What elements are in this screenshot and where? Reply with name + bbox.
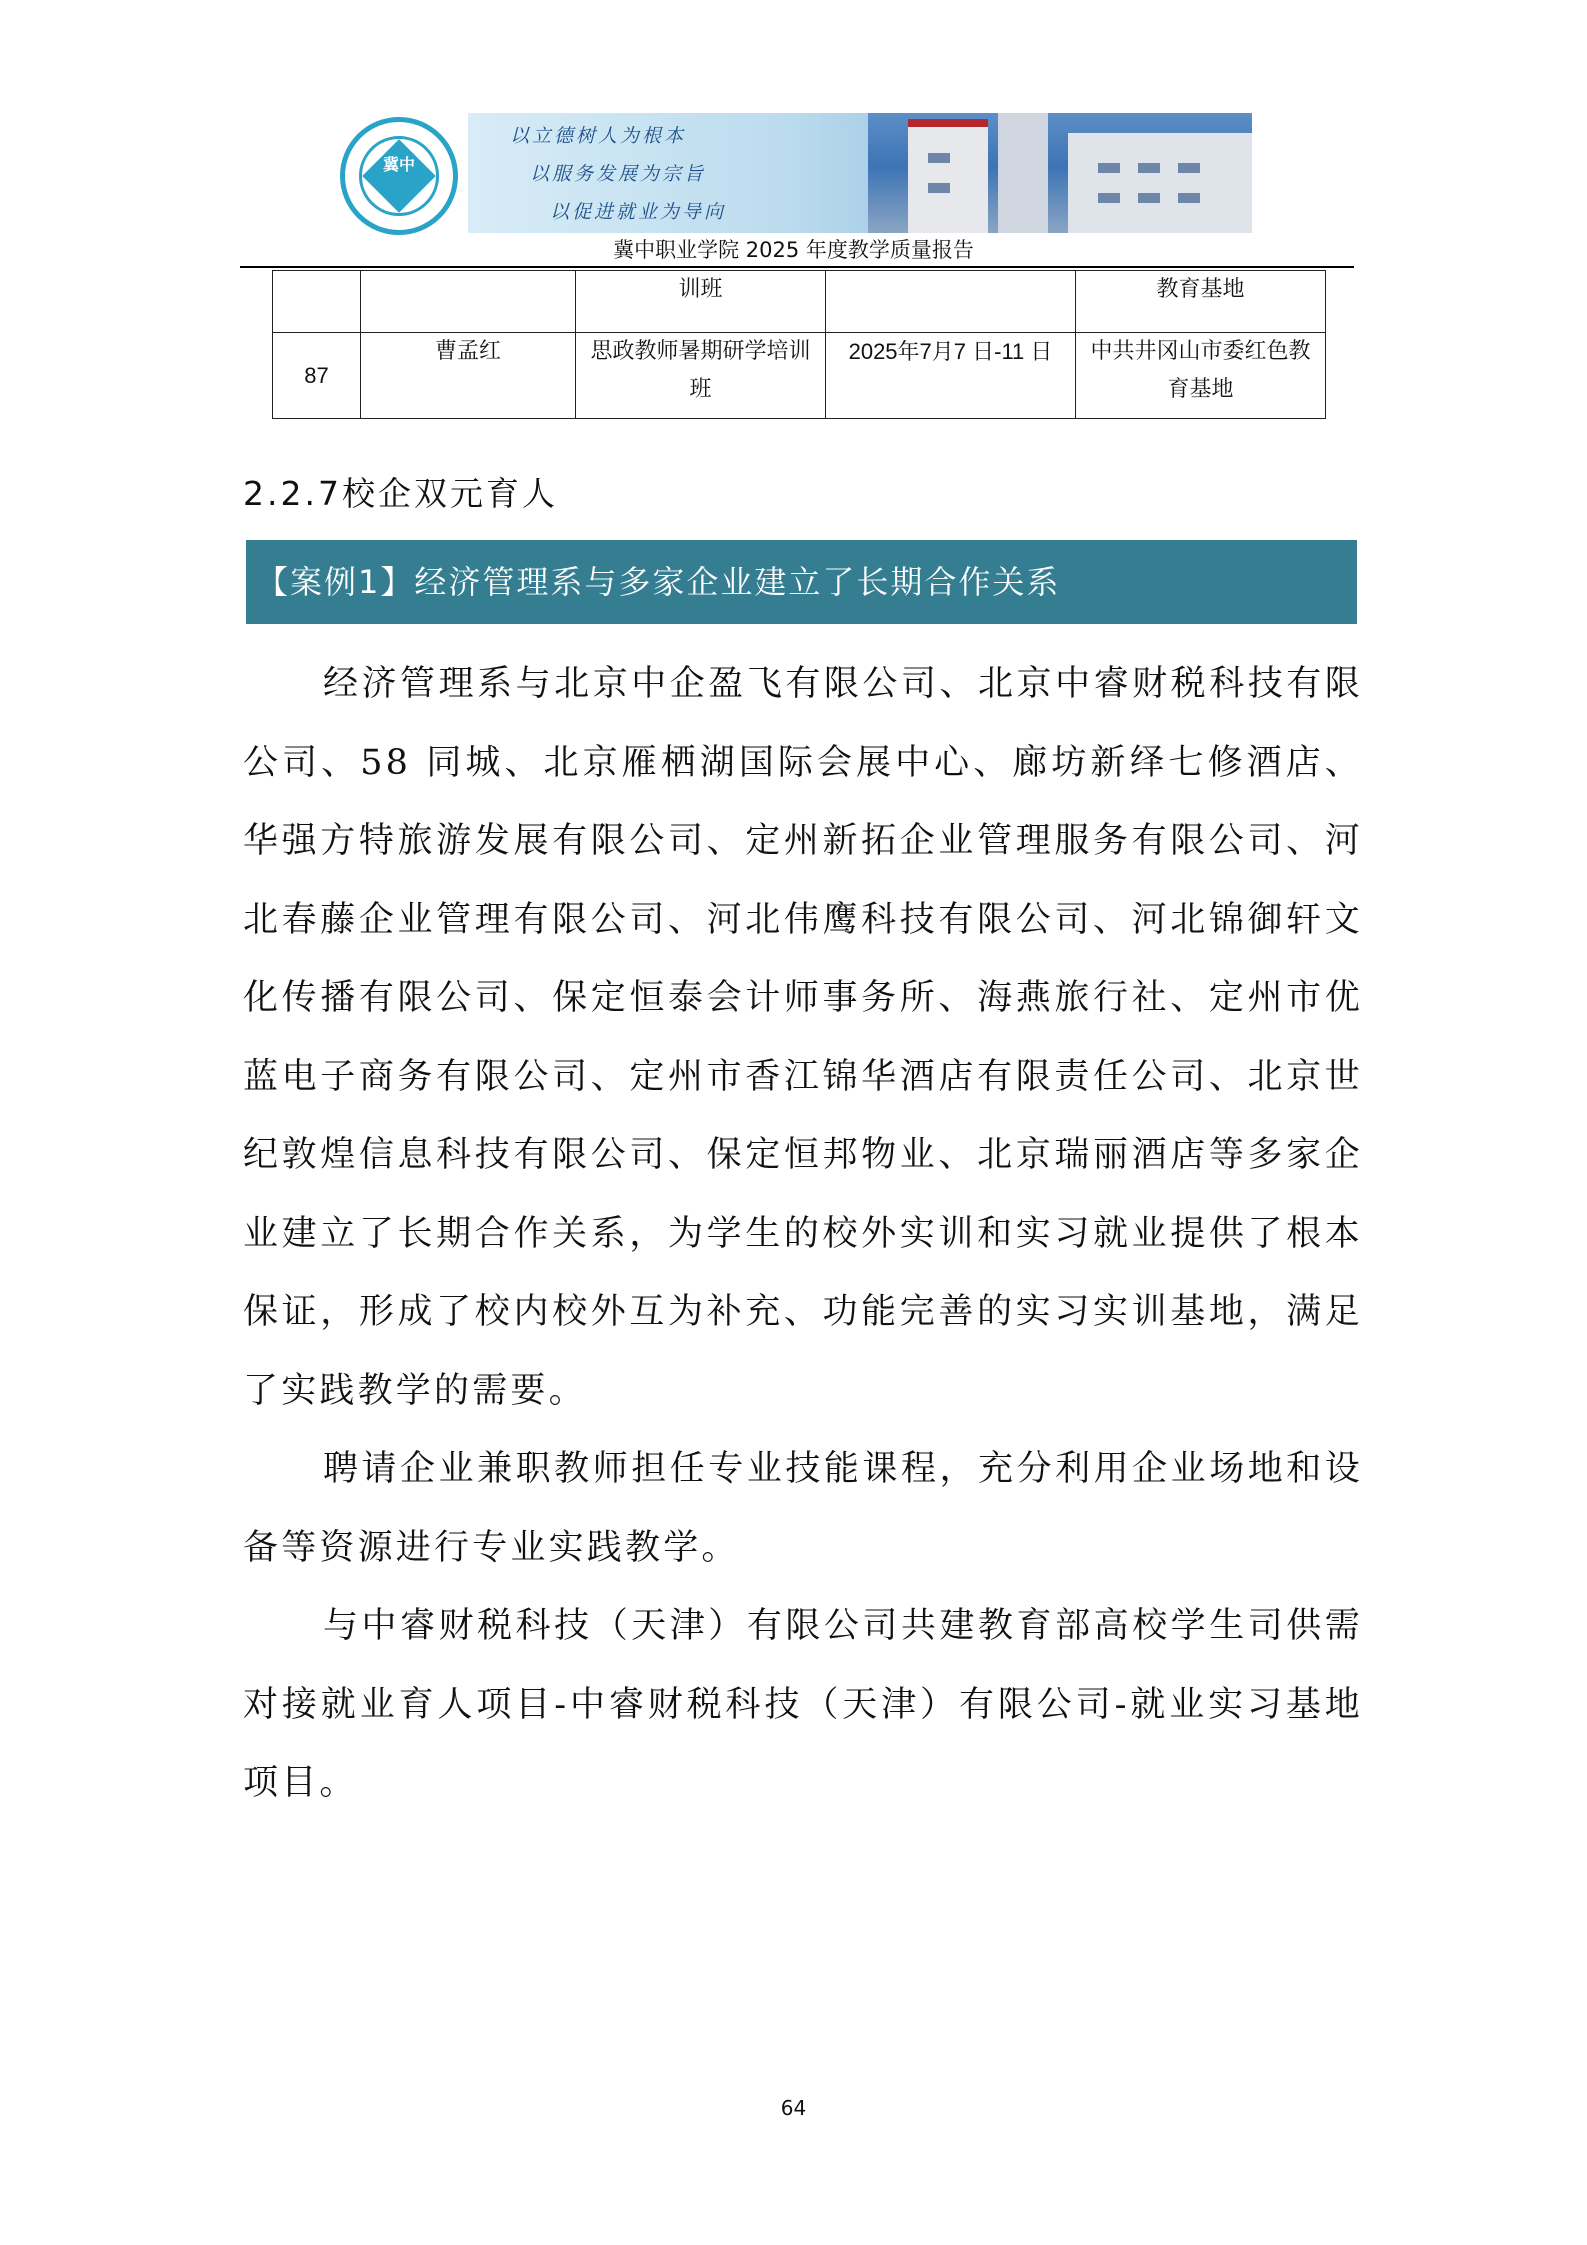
training-base: 中共井冈山市委红色教育基地 (1076, 333, 1326, 419)
body-paragraph-1 (243, 645, 1363, 1430)
table-row (273, 271, 1326, 333)
paragraph-text: 聘请企业兼职教师担任专业技能课程，充分利用企业场地和设备等资源进行专业实践教学。 (243, 1449, 1363, 1568)
training-name: 思政教师暑期研学培训班 (576, 333, 826, 419)
table-cell: 教育基地 (1076, 271, 1326, 333)
body-paragraph-3 (243, 1587, 1363, 1823)
table-cell (361, 271, 576, 333)
section-heading: 2.2.7校企双元育人 (243, 474, 558, 513)
table-row (273, 333, 1326, 419)
table-cell (826, 271, 1076, 333)
case-title-banner: 【案例1】经济管理系与多家企业建立了长期合作关系 (246, 540, 1357, 624)
slogan-3: 以促进就业为导向 (550, 201, 727, 223)
body-paragraph-2 (243, 1430, 1363, 1587)
training-date: 2025年7月7 日-11 日 (826, 333, 1076, 419)
paragraph-text: 与中睿财税科技（天津）有限公司共建教育部高校学生司供需对接就业育人项目-中睿财税科技（天津）有限公司-就业实习基地项目。 (243, 1606, 1363, 1803)
slogan-2: 以服务发展为宗旨 (530, 163, 707, 185)
college-logo (340, 117, 458, 235)
slogan-1: 以立德树人为根本 (510, 125, 687, 147)
paragraph-text: 经济管理系与北京中企盈飞有限公司、北京中睿财税科技有限公司、58 同城、北京雁栖湖国际会展中心、廊坊新绎七修酒店、华强方特旅游发展有限公司、定州新拓企业管理服务有限公司、河北春藤企业管理有限公司、河北伟鹰科技有限公司、河北锦御轩文化传播有限公司、保定恒泰会计师事务所、海燕旅行社、定州市优蓝电子商务有限公司、定州市香江锦华酒店有限责任公司、北京世纪敦煌信息科技有限公司、保定恒邦物业、北京瑞丽酒店等多家企业建立了长期合作关系，为学生的校外实训和实习就业提供了根本保证，形成了校内校外互为补充、功能完善的实习实训基地，满足了实践教学的需要。 (243, 664, 1363, 1411)
table-cell (273, 271, 361, 333)
header-divider (240, 266, 1354, 268)
page-number: 64 (780, 2096, 807, 2120)
participant-name: 曹孟红 (361, 333, 576, 419)
header-banner-image (468, 113, 1252, 233)
training-table (272, 270, 1326, 419)
report-title: 冀中职业学院 2025 年度教学质量报告 (613, 238, 974, 262)
row-number: 87 (273, 333, 361, 419)
campus-building-photo (868, 113, 1252, 233)
logo-text: 冀中 (382, 155, 415, 174)
table-cell: 训班 (576, 271, 826, 333)
page-header (340, 113, 1252, 233)
